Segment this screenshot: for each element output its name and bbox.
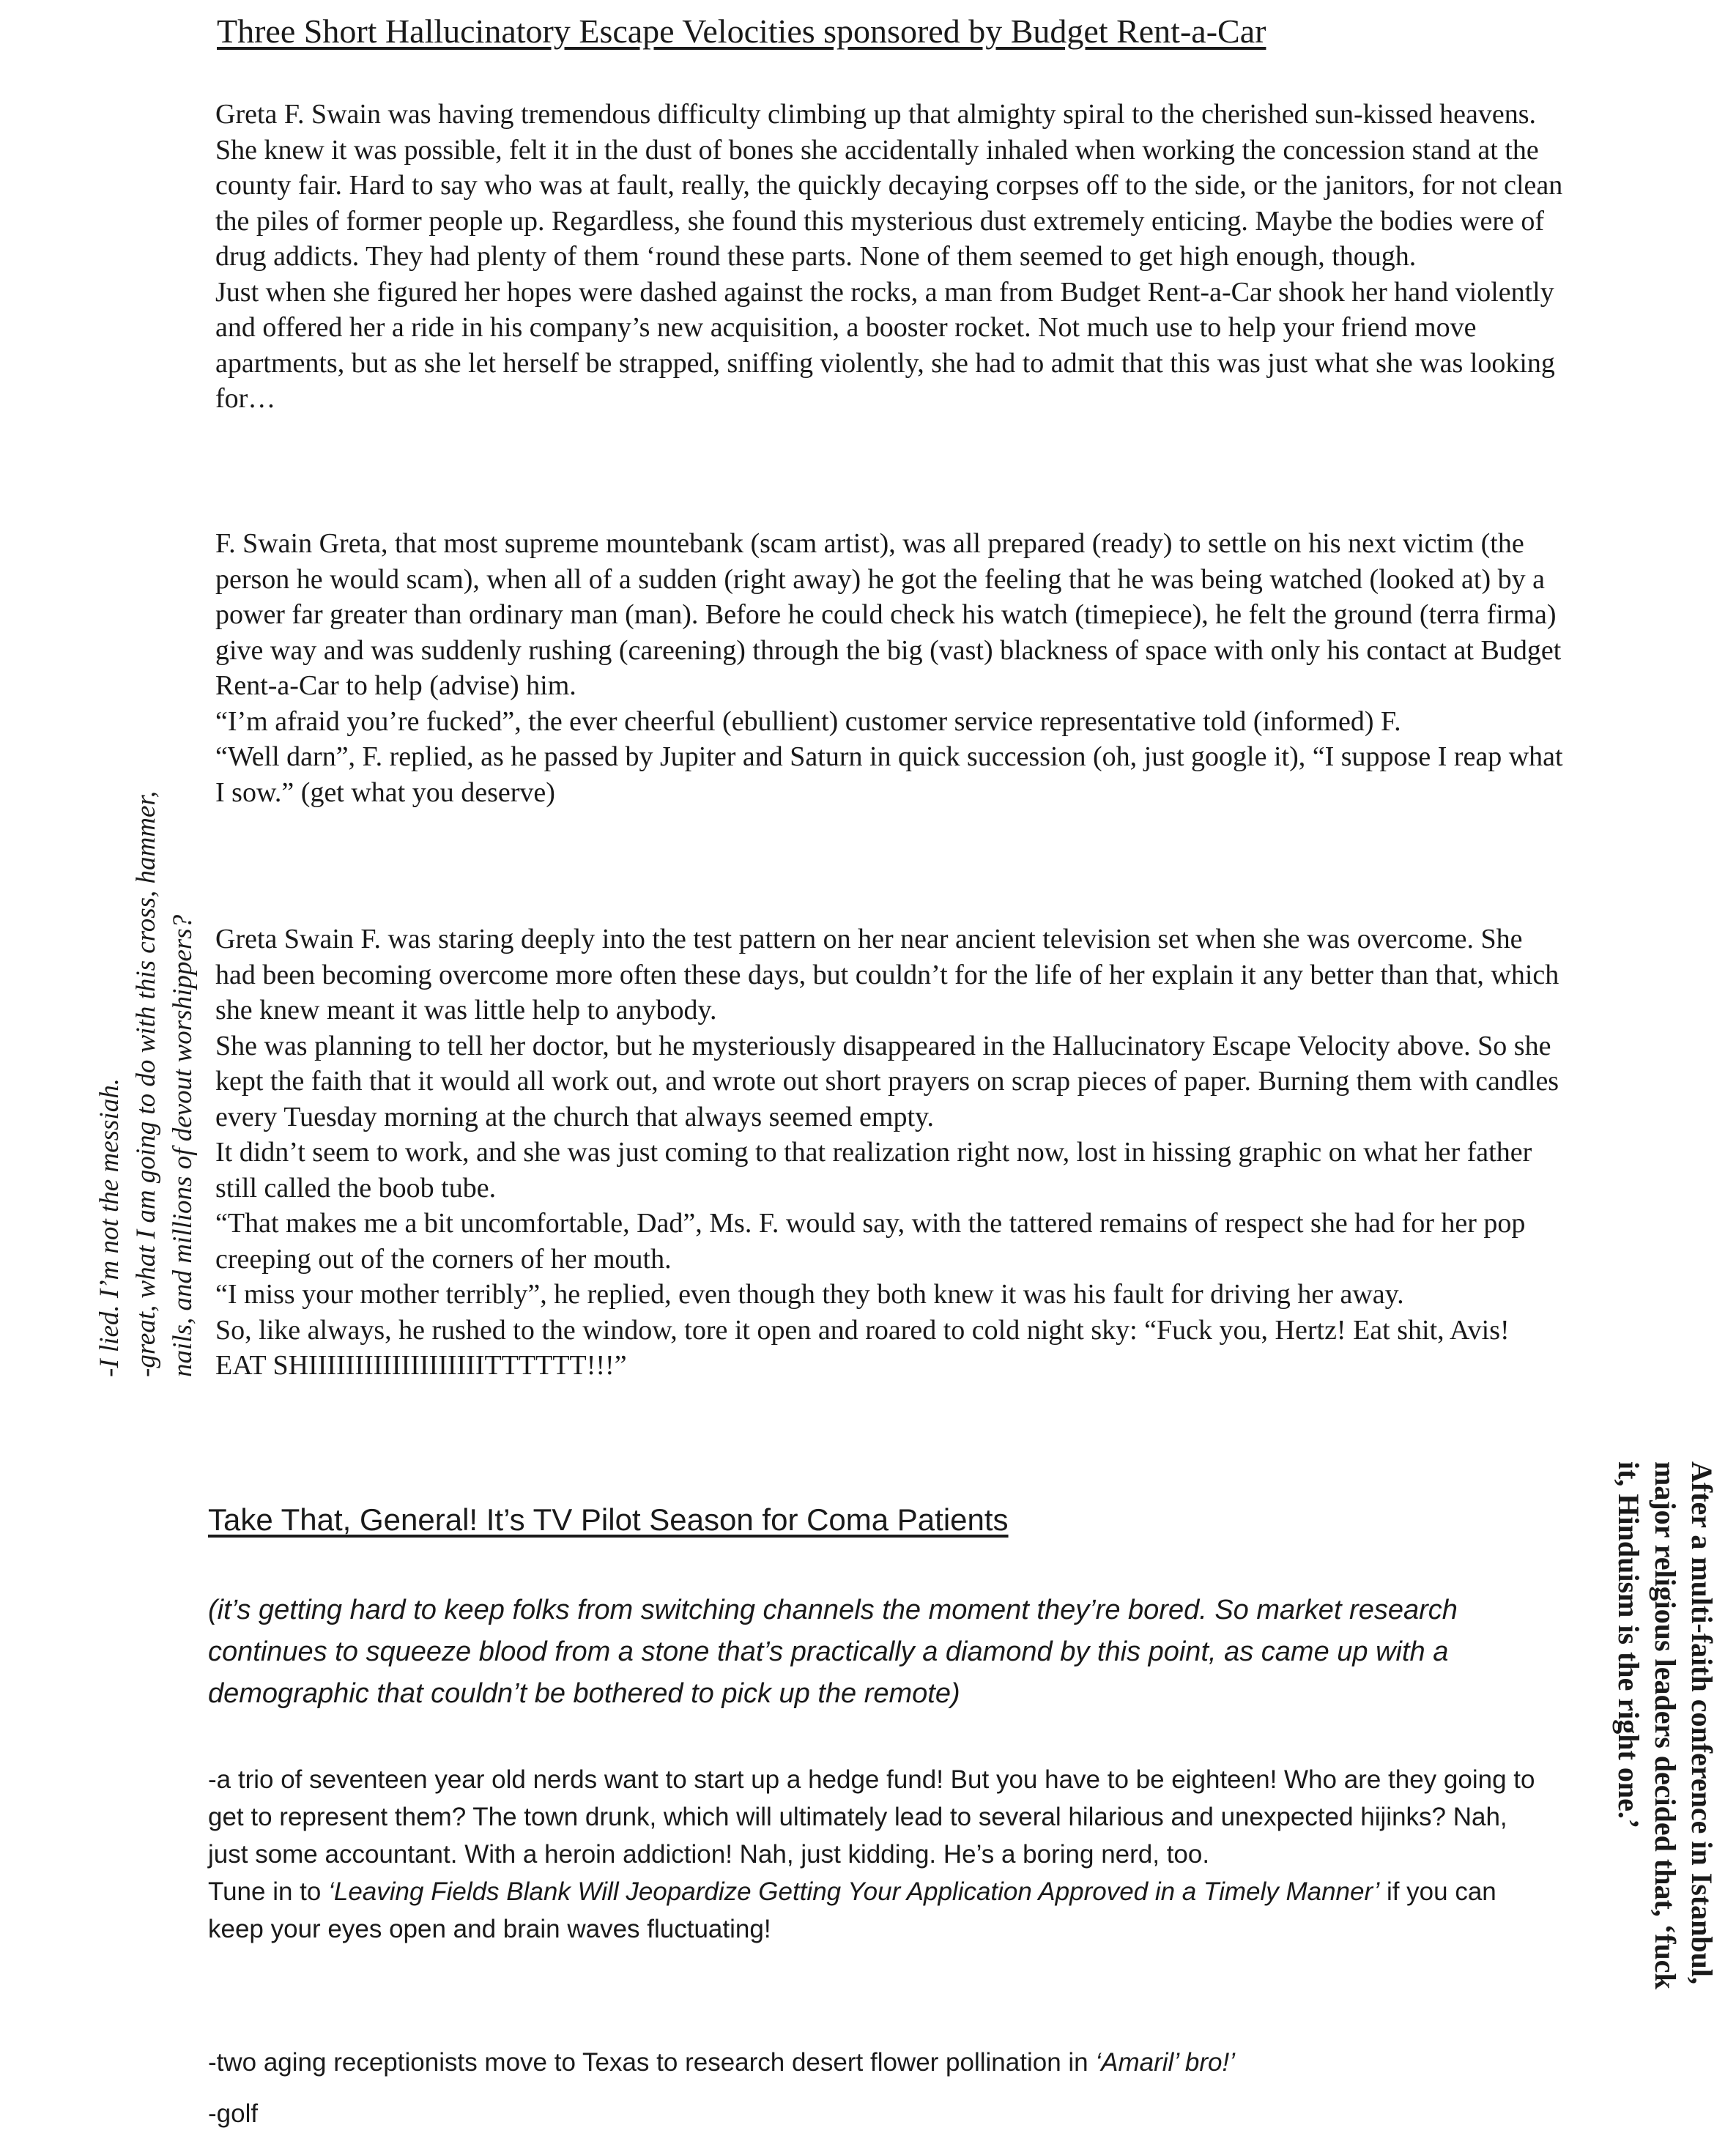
story-paragraph: Just when she figured her hopes were dashed against the rocks, a man from Budget Rent-a-Car shook her hand violently and offered her a ride in his company’s new acquisition, a booster rocket. Not much use to help your friend move apartments, but as she let herself be strapped, sniffing violently, she had to admit that this was just what she was looking for… [215,276,1555,414]
story-paragraph: Greta Swain F. was staring deeply into the test pattern on her near ancient television set when she was overcome. She had been becoming overcome more often these days, but couldn’t for the life of her explain it any better than that, which she knew meant it was little help to anybody. [215,924,1559,1026]
story-paragraph: It didn’t seem to work, and she was just coming to that realization right now, lost in hissing graphic on what her father still called the boob tube. [215,1137,1532,1204]
story-paragraph: F. Swain Greta, that most supreme mountebank (scam artist), was all prepared (ready) to settle on his next victim (the person he would scam), when all of a sudden (right away) he got the feeling that he was being watched (looked at) by a power far greater than ordinary man (man). Before he could check his watch (timepiece), he felt the ground (terra firma) give way and was suddenly rushing (careening) through the big (vast) blackness of space with only his contact at Budget Rent-a-Car to help (advise) him. [215,528,1562,701]
pilot-item-1 [208,1761,1548,1948]
show-title: ‘Leaving Fields Blank Will Jeopardize Getting Your Application Approved in a Timely Manner’ [328,1877,1380,1906]
story-paragraph: “I miss your mother terribly”, he replied, even though they both knew it was his fault for driving her away. [215,1279,1404,1310]
pilot-item-2 [208,2044,1548,2081]
pilot-description: -golf [208,2099,259,2128]
section-intro: (it’s getting hard to keep folks from switching channels the moment they’re bored. So market research continues to squeeze blood from a stone that’s practically a diamond by this point, as came up with a demographic that couldn’t be bothered to pick up the remote) [208,1595,1458,1709]
section-heading: Take That, General! It’s TV Pilot Season for Coma Patients [208,1502,1009,1537]
left-margin-note-text [92,733,201,1377]
tune-in-prefix: Tune in to [208,1877,329,1906]
tune-in-suffix: if you can keep your eyes open and brain waves fluctuating! [208,1877,1496,1943]
pilot-item-3 [208,2095,1548,2132]
pilot-description: -a trio of seventeen year old nerds want to start up a hedge fund! But you have to be eighteen! Who are they going to get to represent them? The town drunk, which will ultimately lead to several hilarious and unexpected hijinks? Nah, just some accountant. With a heroin addiction! Nah, just kidding. He’s a boring nerd, too. [208,1765,1535,1869]
story-paragraph: “That makes me a bit uncomfortable, Dad”, Ms. F. would say, with the tattered remains of respect she had for her pop creeping out of the corners of her mouth. [215,1208,1526,1275]
story-paragraph: So, like always, he rushed to the window, tore it open and roared to cold night sky: “Fuck you, Hertz! Eat shit, Avis! EAT SHIIIIIIIIIIIIIIIIIIITTTTTT!!!” [215,1314,1510,1381]
margin-note-line: -great, what I am going to do with this cross, hammer, nails, and millions of devout worshippers? [131,791,198,1377]
margin-note-line: -I lied. I’m not the messiah. [94,1078,125,1377]
story-paragraph: “Well darn”, F. replied, as he passed by Jupiter and Saturn in quick succession (oh, just google it), “I suppose I reap what I sow.” (get what you deserve) [215,741,1563,808]
story-paragraph: She was planning to tell her doctor, but he mysteriously disappeared in the Hallucinatory Escape Velocity above. So she kept the faith that it would all work out, and wrote out short prayers on scrap pieces of paper. Burning them with candles every Tuesday morning at the church that always seemed empty. [215,1030,1559,1132]
right-margin-note-text: After a multi-faith conference in Istanbul, major religious leaders decided that, ‘fuck it, Hinduism is the right one.’ [1612,1461,1718,1989]
pilot-tune-in [208,1873,1548,1948]
story-paragraph: “I’m afraid you’re fucked”, the ever cheerful (ebullient) customer service representative told (informed) F. [215,705,1401,737]
story-paragraph: Greta F. Swain was having tremendous difficulty climbing up that almighty spiral to the cherished sun-kissed heavens. She knew it was possible, felt it in the dust of bones she accidentally inhaled when working the concession stand at the county fair. Hard to say who was at fault, really, the quickly decaying corpses off to the side, or the janitors, for not clean the piles of former people up. Regardless, she found this mysterious dust extremely enticing. Maybe the bodies were of drug addicts. They had plenty of them ‘round these parts. None of them seemed to get high enough, though. [215,99,1563,272]
pilot-text: -two aging receptionists move to Texas to research desert flower pollination in [208,2048,1096,2077]
story-3 [215,921,1563,1384]
story-2 [215,526,1563,810]
story-1 [215,97,1563,417]
pilot-description [208,2044,1548,2081]
document-title: Three Short Hallucinatory Escape Velocities sponsored by Budget Rent-a-Car [217,12,1266,50]
show-title: ‘Amaril’ bro!’ [1095,2048,1235,2077]
